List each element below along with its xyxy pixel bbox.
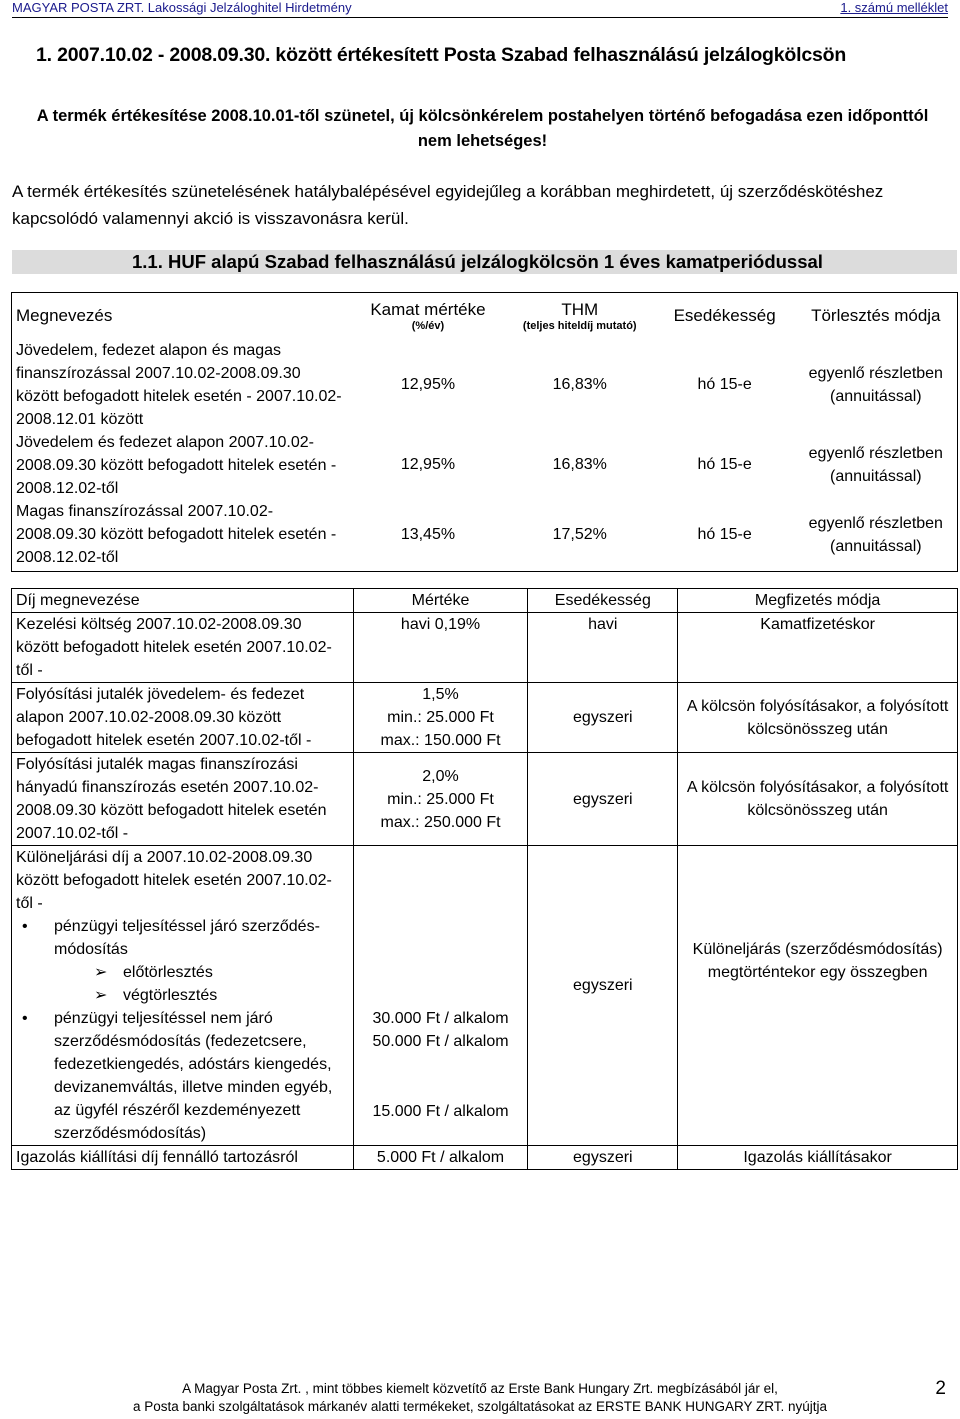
fee-name: Folyósítási jutalék jövedelem- és fedezet alapon 2007.10.02-2008.09.30 között befogadott hitelek esetén 2007.10.02-től - bbox=[12, 683, 354, 753]
table-row bbox=[12, 1146, 958, 1170]
notice: A termék értékesítése 2008.10.01-től szünetel, új kölcsönkérelem postahelyen történő befogadása ezen időponttól nem lehetséges! bbox=[36, 107, 929, 150]
table-row bbox=[12, 846, 958, 1146]
arrow-bullet-icon: ➢ bbox=[94, 987, 108, 1004]
table-row bbox=[12, 753, 958, 846]
fee-pay: Kamatfizetéskor bbox=[678, 613, 958, 683]
header-divider bbox=[12, 17, 948, 18]
col-header-fee-name: Díj megnevezése bbox=[12, 589, 354, 613]
col-header-due: Esedékesség bbox=[673, 305, 776, 325]
rate-value: 13,45% bbox=[400, 526, 456, 544]
fee-amount: 2,0% min.: 25.000 Ft max.: 250.000 Ft bbox=[353, 753, 528, 846]
fee-due: egyszeri bbox=[528, 753, 678, 846]
rate-name: Jövedelem és fedezet alapon 2007.10.02-2008.09.30 között befogadott hitelek esetén - 2008.12.02-től bbox=[12, 431, 352, 500]
fee-pay: Igazolás kiállításakor bbox=[678, 1146, 958, 1170]
col-header-fee-amount: Mértéke bbox=[353, 589, 528, 613]
bullet-icon: • bbox=[22, 1010, 28, 1027]
fee-due: egyszeri bbox=[528, 846, 678, 1146]
fee-due: havi bbox=[528, 613, 678, 683]
col-header-name: Megnevezés bbox=[12, 293, 352, 339]
fee-due: egyszeri bbox=[528, 1146, 678, 1170]
list-item: • pénzügyi teljesítéssel nem járó szerződésmódosítás (fedezetcsere, fedezetkiengedés, adóstárs kiengedés, devizanemváltás, illetve minden egyéb, az ügyfél részéről kezdeményezett szerződésmódosítás) bbox=[16, 1007, 349, 1145]
list-item: ➢ előtörlesztés bbox=[16, 961, 349, 984]
fee-name: Igazolás kiállítási díj fennálló tartozásról bbox=[12, 1146, 354, 1170]
list-item: • pénzügyi teljesítéssel járó szerződés-módosítás bbox=[16, 915, 349, 961]
thm-value: 17,52% bbox=[552, 526, 607, 544]
rate-name: Magas finanszírozással 2007.10.02-2008.09.30 között befogadott hitelek esetén - 2008.12.02-től bbox=[12, 500, 352, 572]
table-row bbox=[12, 613, 958, 683]
thm-value: 16,83% bbox=[552, 456, 607, 473]
table-row bbox=[12, 339, 958, 431]
table-row bbox=[12, 500, 958, 572]
col-header-rate: Kamat mértéke (%/év) bbox=[370, 299, 486, 332]
repay-value: egyenlő részletben (annuitással) bbox=[795, 500, 958, 572]
fee-pay: A kölcsön folyósításakor, a folyósított kölcsönösszeg után bbox=[678, 753, 958, 846]
fee-due: egyszeri bbox=[528, 683, 678, 753]
page-number: 2 bbox=[935, 1378, 946, 1399]
footer-line-2: a Posta banki szolgáltatások márkanév alatti termékeket, szolgáltatásokat az ERSTE BANK HUNGARY ZRT. nyújtja bbox=[132, 1399, 828, 1414]
page-footer bbox=[0, 1380, 960, 1416]
due-value: hó 15-e bbox=[697, 526, 752, 544]
col-header-fee-pay: Megfizetés módja bbox=[678, 589, 958, 613]
table-row bbox=[12, 431, 958, 500]
table-row bbox=[12, 683, 958, 753]
fee-name: Kezelési költség 2007.10.02-2008.09.30 között befogadott hitelek esetén 2007.10.02-től - bbox=[12, 613, 354, 683]
header-annex: 1. számú melléklet bbox=[840, 0, 948, 15]
arrow-bullet-icon: ➢ bbox=[94, 964, 108, 981]
page-title: 1. 2007.10.02 - 2008.09.30. között értékesített Posta Szabad felhasználású jelzálogkölcsön bbox=[36, 44, 847, 66]
bullet-icon: • bbox=[22, 918, 28, 935]
rate-name: Jövedelem, fedezet alapon és magas finanszírozással 2007.10.02-2008.09.30 között befogadott hitelek esetén - 2007.10.02-2008.12.01 között bbox=[12, 339, 352, 431]
repay-value: egyenlő részletben (annuitással) bbox=[795, 431, 958, 500]
fee-pay: Különeljárás (szerződésmódosítás) megtörténtekor egy összegben bbox=[678, 846, 958, 1146]
fee-amount: 1,5% min.: 25.000 Ft max.: 150.000 Ft bbox=[353, 683, 528, 753]
footer-line-1: A Magyar Posta Zrt. , mint többes kiemelt közvetítő az Erste Bank Hungary Zrt. megbízásából jár el, bbox=[182, 1381, 778, 1396]
header-title: MAGYAR POSTA ZRT. Lakossági Jelzáloghitel Hirdetmény bbox=[12, 0, 352, 15]
rate-value: 12,95% bbox=[400, 375, 456, 393]
col-header-fee-due: Esedékesség bbox=[528, 589, 678, 613]
page-header bbox=[12, 0, 948, 16]
rate-value: 12,95% bbox=[400, 456, 456, 473]
thm-value: 16,83% bbox=[552, 375, 607, 393]
fee-amount: 5.000 Ft / alkalom bbox=[353, 1146, 528, 1170]
fee-amount: 30.000 Ft / alkalom 50.000 Ft / alkalom 15.000 Ft / alkalom bbox=[353, 846, 528, 1146]
section-heading: 1.1. HUF alapú Szabad felhasználású jelzálogkölcsön 1 éves kamatperiódussal bbox=[12, 250, 957, 274]
due-value: hó 15-e bbox=[697, 375, 752, 393]
col-header-thm: THM (teljes hiteldíj mutató) bbox=[522, 299, 637, 332]
rates-table bbox=[11, 292, 958, 572]
repay-value: egyenlő részletben (annuitással) bbox=[795, 339, 958, 431]
list-item: ➢ végtörlesztés bbox=[16, 984, 349, 1007]
col-header-repay: Törlesztés módja bbox=[795, 293, 958, 339]
fee-pay: A kölcsön folyósításakor, a folyósított kölcsönösszeg után bbox=[678, 683, 958, 753]
fees-table bbox=[11, 588, 958, 1170]
due-value: hó 15-e bbox=[697, 456, 752, 473]
fee-name: Folyósítási jutalék magas finanszírozási hányadú finanszírozás esetén 2007.10.02-2008.09.30 között befogadott hitelek esetén 2007.10.02-től - bbox=[12, 753, 354, 846]
paragraph: A termék értékesítés szünetelésének hatálybalépésével egyidejűleg a korábban meghirdetett, új szerződéskötéshez kapcsolódó valamennyi akció is visszavonásra kerül. bbox=[12, 182, 884, 228]
fee-name: Különeljárási díj a 2007.10.02-2008.09.30 között befogadott hitelek esetén 2007.10.02-től - • pénzügyi teljesítéssel járó szerződés-módosítás ➢ előtörlesztés ➢ végtörlesztés • pénzügyi teljesítéssel nem járó szerződésmódosítás (fedezetcsere, fedezetkiengedés, adóstárs kiengedés, devizanemváltás, illetve minden egyéb, az ügyfél részéről kezdeményezett szerződésmódosítás) bbox=[12, 846, 354, 1146]
fee-amount: havi 0,19% bbox=[353, 613, 528, 683]
